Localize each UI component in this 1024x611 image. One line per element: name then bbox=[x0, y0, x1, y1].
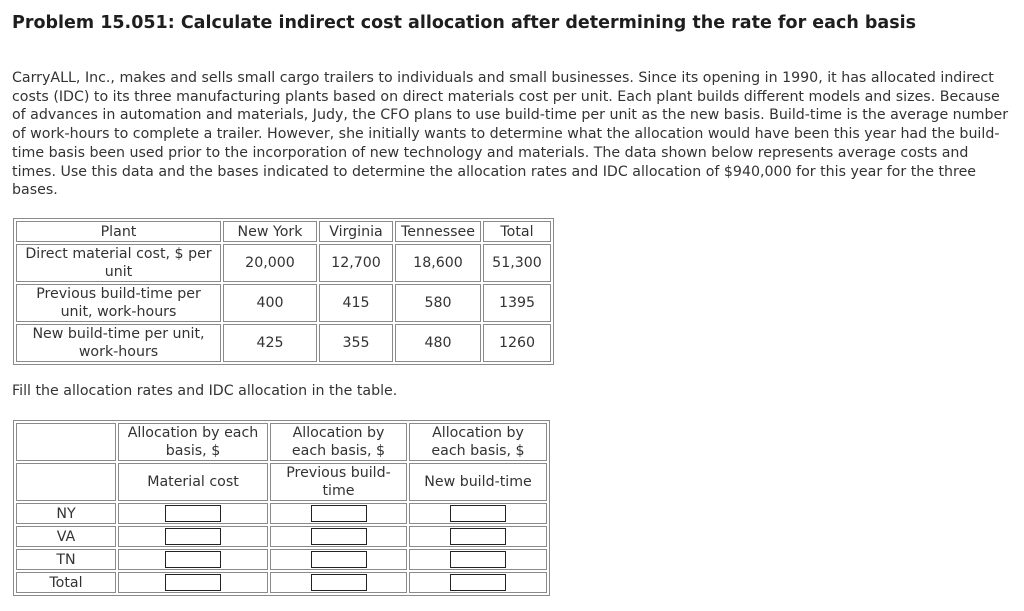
subheader-new-build-time: New build-time bbox=[409, 463, 547, 501]
row-label: Direct material cost, $ per unit bbox=[16, 244, 221, 282]
tn-new-build-time-input[interactable] bbox=[450, 551, 506, 568]
cell-value: 580 bbox=[395, 284, 481, 322]
answer-cell bbox=[409, 572, 547, 593]
header-virginia: Virginia bbox=[319, 221, 393, 242]
row-label: New build-time per unit, work-hours bbox=[16, 324, 221, 362]
cell-value: 18,600 bbox=[395, 244, 481, 282]
table-row bbox=[16, 284, 551, 322]
total-new-build-time-input[interactable] bbox=[450, 574, 506, 591]
row-label-ny: NY bbox=[16, 503, 116, 524]
empty-subheader-cell bbox=[16, 463, 116, 501]
row-label-tn: TN bbox=[16, 549, 116, 570]
answer-cell bbox=[118, 549, 268, 570]
va-new-build-time-input[interactable] bbox=[450, 528, 506, 545]
cell-value: 51,300 bbox=[483, 244, 551, 282]
ny-new-build-time-input[interactable] bbox=[450, 505, 506, 522]
answer-cell bbox=[409, 526, 547, 547]
allocation-table bbox=[13, 420, 550, 596]
ny-previous-build-time-input[interactable] bbox=[311, 505, 367, 522]
table-row bbox=[16, 549, 547, 570]
problem-description: CarryALL, Inc., makes and sells small cargo trailers to individuals and small businesses. Since its opening in 1990, it has allocated indirect costs (IDC) to its three manufacturing plants based on direct materials cost per unit. Each plant builds different models and sizes. Because of advances in automation and materials, Judy, the CFO plans to use build-time per unit as the new basis. Build-time is the average number of work-hours to complete a trailer. However, she initially wants to determine what the allocation would have been this year had the build-time basis been used prior to the incorporation of new technology and materials. The data shown below represents average costs and times. Use this data and the bases indicated to determine the allocation rates and IDC allocation of $940,000 for this year for the three bases. bbox=[12, 70, 1009, 199]
table-row bbox=[16, 572, 547, 593]
cell-value: 20,000 bbox=[223, 244, 317, 282]
table-row bbox=[16, 526, 547, 547]
cell-value: 480 bbox=[395, 324, 481, 362]
header-total: Total bbox=[483, 221, 551, 242]
answer-cell bbox=[118, 503, 268, 524]
ny-material-cost-input[interactable] bbox=[165, 505, 221, 522]
tn-previous-build-time-input[interactable] bbox=[311, 551, 367, 568]
header-allocation-new: Allocation by each basis, $ bbox=[409, 423, 547, 461]
table-header-row bbox=[16, 423, 547, 461]
header-tennessee: Tennessee bbox=[395, 221, 481, 242]
answer-cell bbox=[118, 572, 268, 593]
cell-value: 12,700 bbox=[319, 244, 393, 282]
header-allocation-previous: Allocation by each basis, $ bbox=[270, 423, 407, 461]
total-material-cost-input[interactable] bbox=[165, 574, 221, 591]
subheader-material-cost: Material cost bbox=[118, 463, 268, 501]
answer-cell bbox=[270, 572, 407, 593]
tn-material-cost-input[interactable] bbox=[165, 551, 221, 568]
answer-cell bbox=[118, 526, 268, 547]
cell-value: 355 bbox=[319, 324, 393, 362]
cell-value: 1395 bbox=[483, 284, 551, 322]
cell-value: 425 bbox=[223, 324, 317, 362]
table-header-row bbox=[16, 221, 551, 242]
answer-cell bbox=[270, 526, 407, 547]
row-label: Previous build-time per unit, work-hours bbox=[16, 284, 221, 322]
cell-value: 1260 bbox=[483, 324, 551, 362]
table-row bbox=[16, 503, 547, 524]
answer-cell bbox=[409, 549, 547, 570]
cell-value: 400 bbox=[223, 284, 317, 322]
header-allocation-material: Allocation by each basis, $ bbox=[118, 423, 268, 461]
row-label-va: VA bbox=[16, 526, 116, 547]
subheader-previous-build-time: Previous build-time bbox=[270, 463, 407, 501]
table-row bbox=[16, 324, 551, 362]
cost-data-table bbox=[13, 218, 554, 365]
header-new-york: New York bbox=[223, 221, 317, 242]
problem-title: Problem 15.051: Calculate indirect cost allocation after determining the rate for each basis bbox=[12, 13, 917, 33]
answer-cell bbox=[270, 503, 407, 524]
answer-cell bbox=[270, 549, 407, 570]
empty-header-cell bbox=[16, 423, 116, 461]
va-material-cost-input[interactable] bbox=[165, 528, 221, 545]
total-previous-build-time-input[interactable] bbox=[311, 574, 367, 591]
answer-cell bbox=[409, 503, 547, 524]
row-label-total: Total bbox=[16, 572, 116, 593]
header-plant: Plant bbox=[16, 221, 221, 242]
table-row bbox=[16, 244, 551, 282]
va-previous-build-time-input[interactable] bbox=[311, 528, 367, 545]
cell-value: 415 bbox=[319, 284, 393, 322]
table-subheader-row bbox=[16, 463, 547, 501]
instruction-text: Fill the allocation rates and IDC allocation in the table. bbox=[12, 383, 398, 399]
